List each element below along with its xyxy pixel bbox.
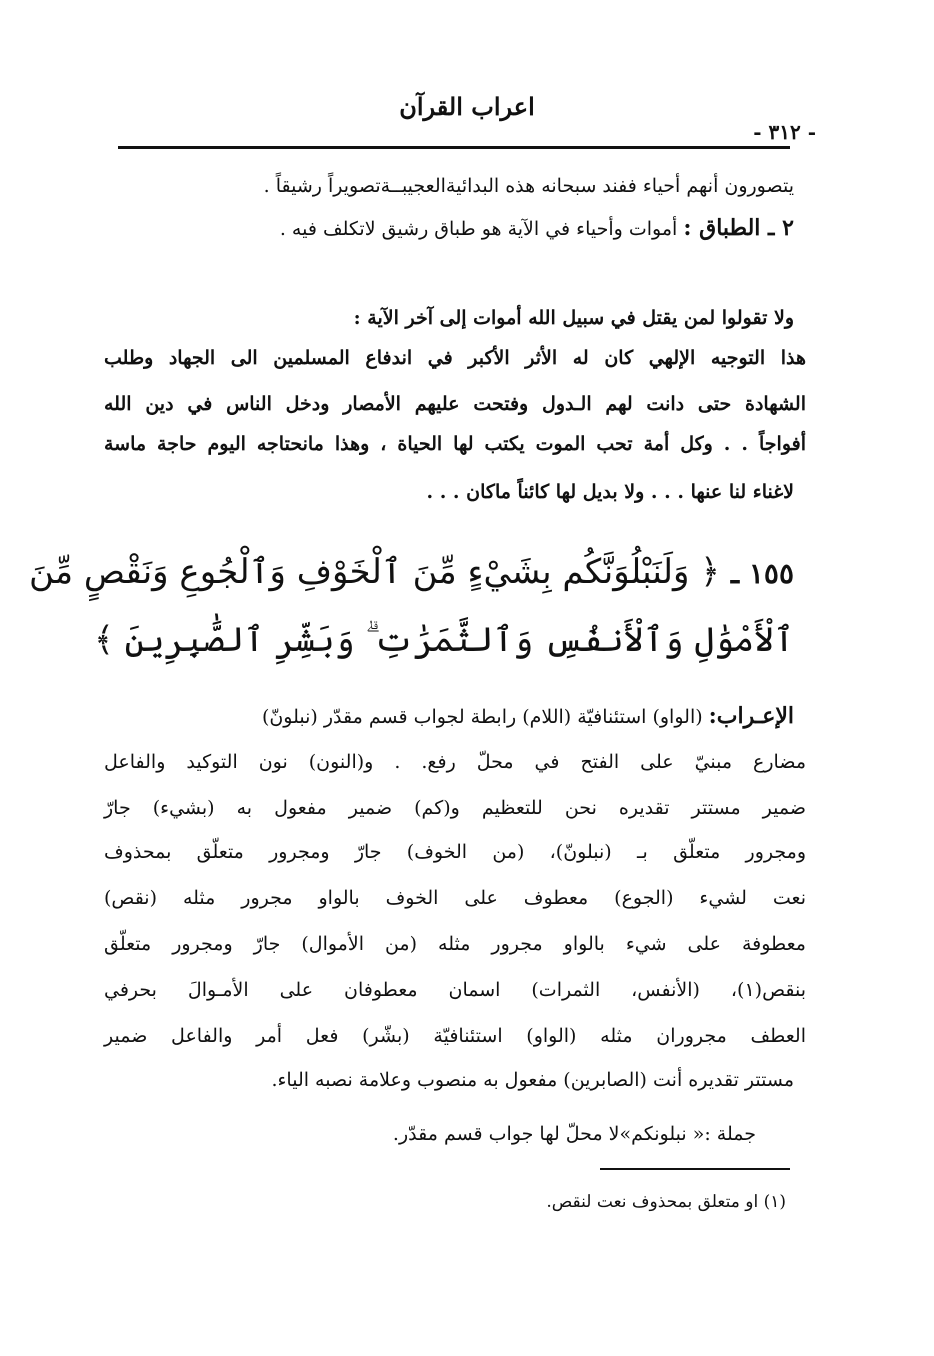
commentary-line: هذا التوجيه الإلهي كان له الأثر الأكبر في اندفاع المسلمين الى الجهاد وطلب: [104, 347, 806, 369]
irab-line: ومجرور متعلّق بـ (نبلونّ)، (من الخوف) جارّ ومجرور متعلّق بمحذوف: [104, 841, 806, 863]
running-header-title: اعراب القرآن: [399, 92, 535, 121]
tibaq-line: [104, 212, 794, 245]
irab-line: نعت لشيء (الجوع) معطوف على الخوف بالواو مجرور مثله (نقص): [104, 887, 806, 909]
page-number: - ٣١٢ -: [753, 120, 816, 144]
tibaq-text: أموات وأحياء في الآية هو طباق رشيق لاتكلف فيه .: [279, 218, 684, 240]
commentary-line: ولا تقولوا لمن يقتل في سبيل الله أموات إلى آخر الآية :: [353, 307, 794, 329]
verse-line: ٱلْأَمْوَٰلِ وَٱلْأَنفُسِ وَٱلثَّمَرَٰتِ ۗ وَبَشِّرِ ٱلصَّٰبِرِينَ ﴾: [93, 620, 794, 660]
commentary-line: أفواجاً . . وكل أمة تحب الموت يكتب لها الحياة ، وهذا مانحتاجه اليوم حاجة ماسة: [104, 433, 806, 455]
verse-line: [28, 546, 794, 600]
footnote: (١) او متعلق بمحذوف نعت لنقص.: [546, 1192, 786, 1212]
irab-line: جملة :« نبلونكم»لا محلّ لها جواب قسم مقدّر.: [392, 1123, 756, 1145]
verse-text: ﴿ وَلَنَبْلُوَنَّكُم بِشَيْءٍ مِّنَ ٱلْخَوْفِ وَٱلْجُوعِ وَنَقْصٍ مِّنَ: [28, 552, 721, 592]
header-rule: [118, 146, 790, 149]
irab-line: العطف مجروران مثله (الواو) استئنافيّة (بشّر) فعل أمر والفاعل ضمير: [104, 1025, 806, 1047]
commentary-line: الشهادة حتى دانت لهم الـدول وفتحت عليهم الأمصار ودخل الناس في دين الله: [104, 393, 806, 415]
irab-label: الإعـراب:: [708, 703, 794, 729]
footnote-rule: [600, 1168, 790, 1170]
irab-line: بنقص(١)، (الأنفس، الثمرات) اسمان معطوفان على الأمـوالَ بحرفي: [104, 979, 806, 1001]
commentary-line: لاغناء لنا عنها . . . ولا بديل لها كائناً ماكان . . .: [426, 481, 794, 503]
irab-line: مضارع مبنيّ على الفتح في محلّ رفع. . و(النون) نون التوكيد والفاعل: [104, 751, 806, 773]
verse-number: ١٥٥ ـ: [730, 557, 794, 590]
text-line: يتصورون أنهم أحياء ففند سبحانه هذه البدائيةالعجيبــةتصويراً رشيقاً .: [263, 175, 794, 197]
irab-text: (الواو) استئنافيّة (اللام) رابطة لجواب قسم مقدّر (نبلونّ): [261, 706, 709, 728]
irab-line: [104, 700, 794, 733]
irab-line: معطوفة على شيء بالواو مجرور مثله (من الأموال) جارّ ومجرور متعلّق: [104, 933, 806, 955]
irab-line: مستتر تقديره أنت (الصابرين) مفعول به منصوب وعلامة نصبه الياء.: [271, 1069, 794, 1091]
irab-line: ضمير مستتر تقديره نحن للتعظيم و(كم) ضمير مفعول به (بشيء) جارّ: [104, 797, 806, 819]
tibaq-term: ٢ ـ الطباق :: [683, 215, 794, 241]
